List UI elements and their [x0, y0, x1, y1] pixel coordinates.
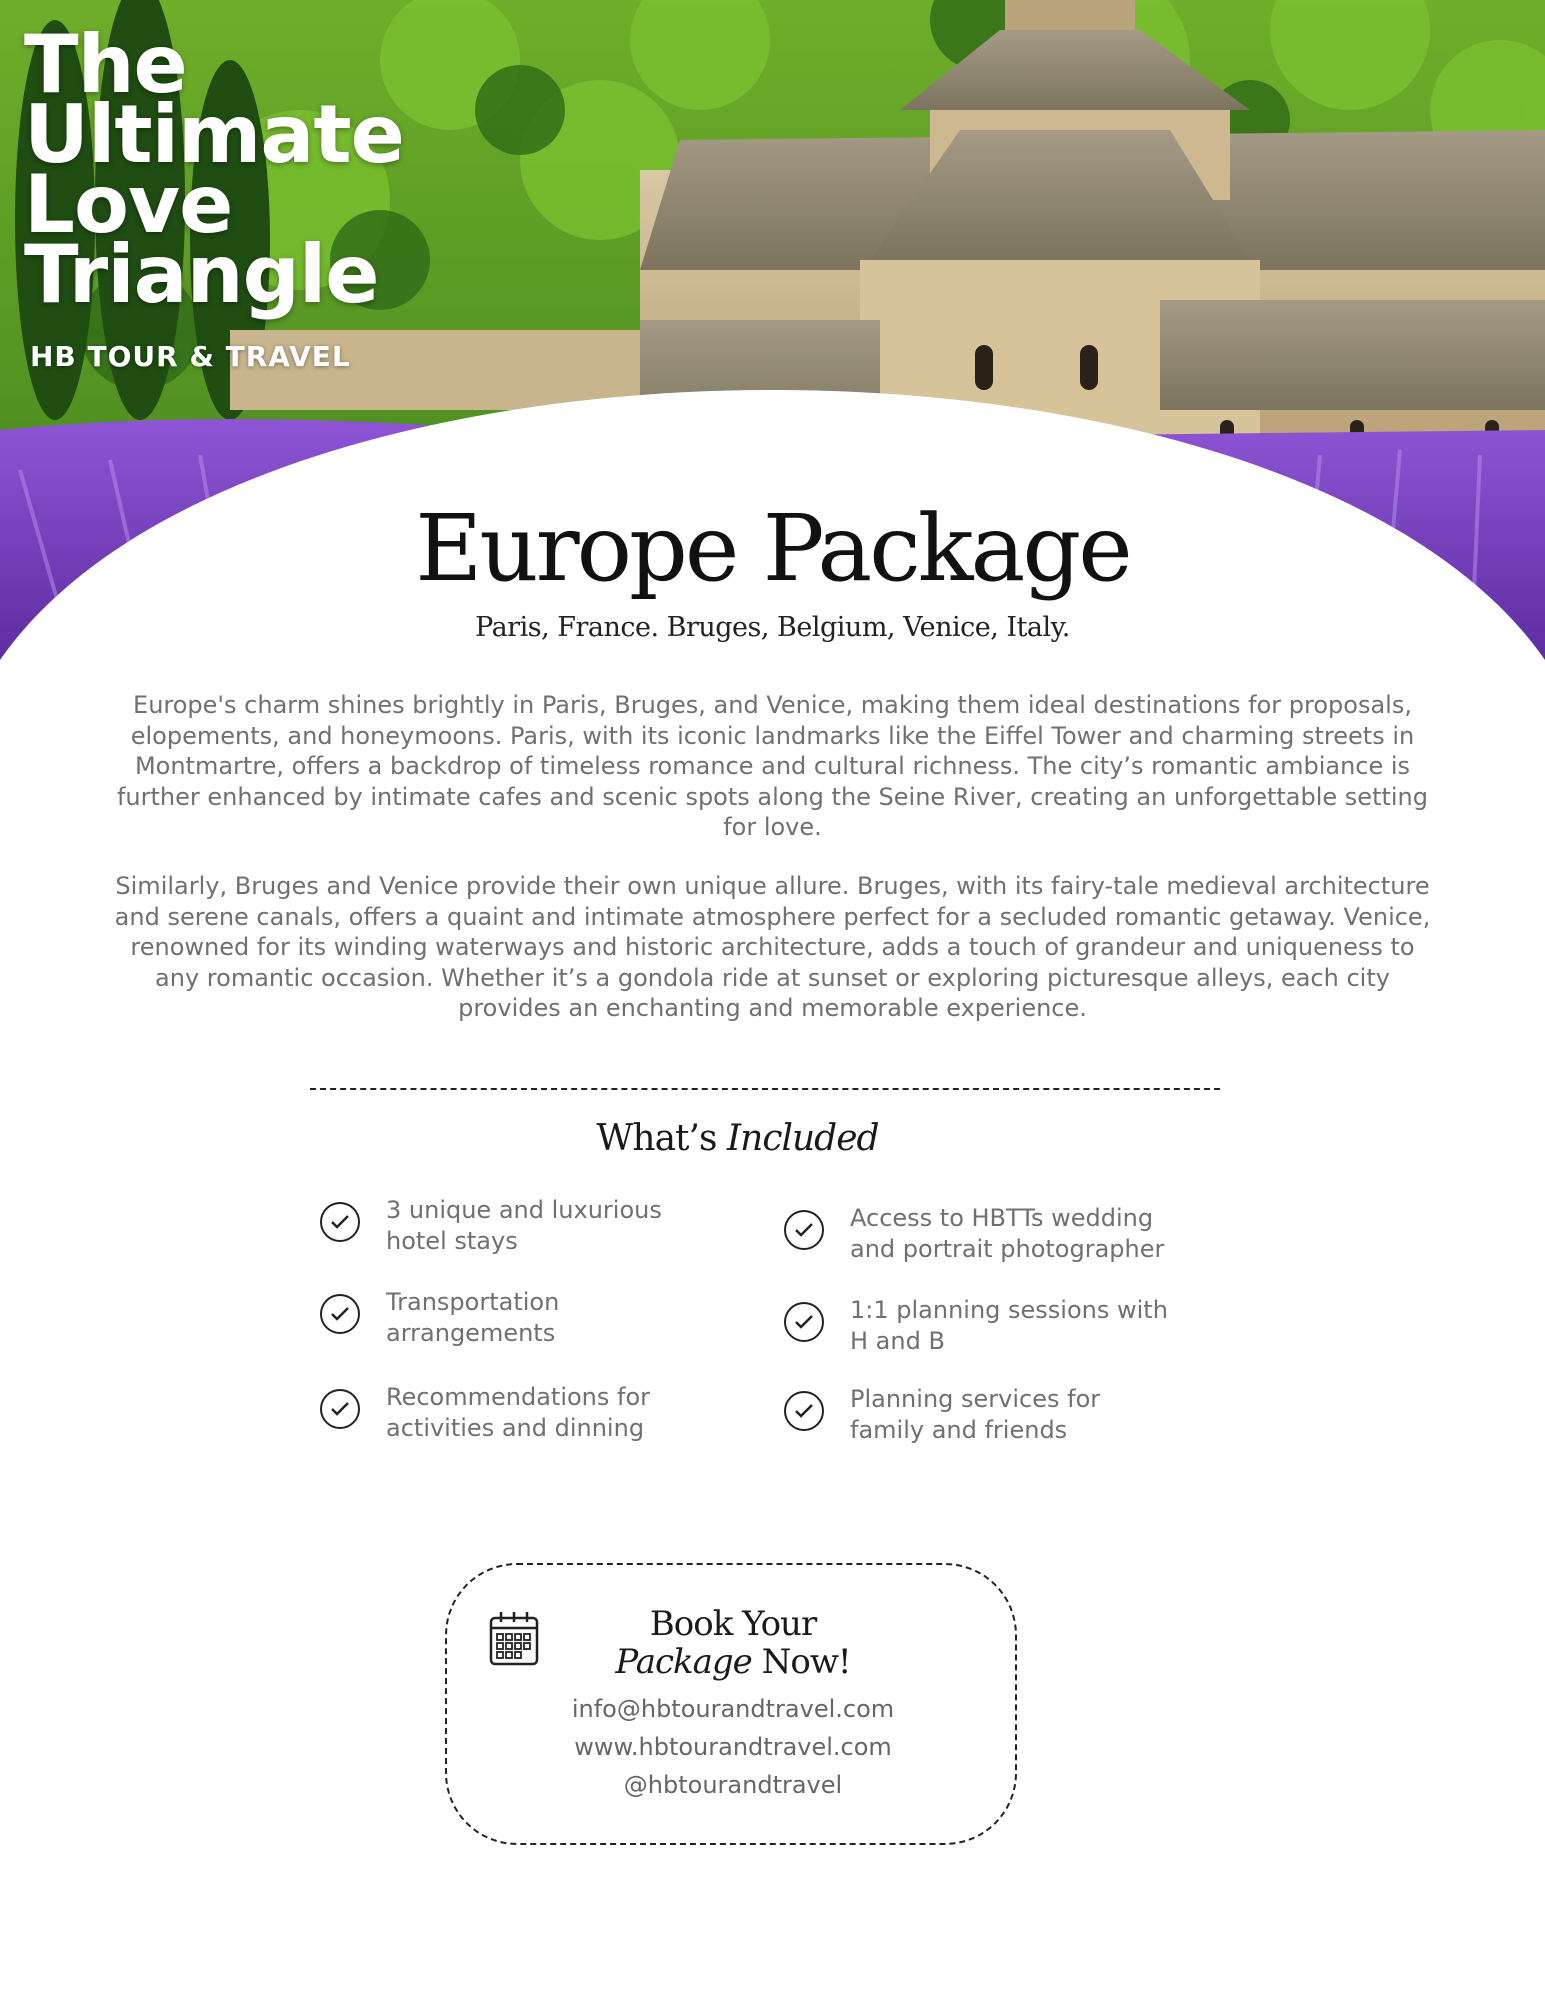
- destinations-subtitle: Paris, France. Bruges, Belgium, Venice, Italy.: [475, 612, 1070, 643]
- contact-website-link[interactable]: www.hbtourandtravel.com: [574, 1733, 892, 1761]
- booking-heading-line: Book Your: [649, 1604, 817, 1644]
- hero-title: [24, 18, 404, 321]
- included-heading: [0, 1118, 1475, 1159]
- included-item: [320, 1287, 700, 1351]
- brand-name: HB TOUR & TRAVEL: [30, 340, 351, 373]
- included-item: [784, 1295, 1168, 1359]
- hero-title-line: Triangle: [24, 228, 379, 321]
- description-paragraph: Similarly, Bruges and Venice provide their own unique allure. Bruges, with its fairy-tale medieval architecture and serene canals, offers a quaint and intimate atmosphere perfect for a secluded romantic getaway. Venice, renowned for its winding waterways and historic architecture, adds a touch of grandeur and uniqueness to any romantic occasion. Whether it’s a gondola ride at sunset or exploring picturesque alleys, each city provides an enchanting and memorable experience.: [114, 872, 1431, 1022]
- included-item: [784, 1384, 1164, 1448]
- check-circle-icon: [320, 1202, 360, 1242]
- included-heading-text: What’s: [596, 1118, 717, 1159]
- included-item-label: Transportation arrangements: [386, 1288, 560, 1347]
- contact-social-handle[interactable]: @hbtourandtravel: [623, 1771, 843, 1799]
- included-item: [784, 1203, 1164, 1267]
- included-item-label: 3 unique and luxurious hotel stays: [386, 1196, 662, 1255]
- check-circle-icon: [320, 1294, 360, 1334]
- hero-title-line: Love: [24, 158, 233, 251]
- booking-card: [445, 1563, 1017, 1845]
- check-circle-icon: [784, 1210, 824, 1250]
- check-circle-icon: [784, 1302, 824, 1342]
- booking-heading: [447, 1605, 1019, 1681]
- hero-title-line: The: [24, 18, 187, 111]
- description-paragraph: Europe's charm shines brightly in Paris, Bruges, and Venice, making them ideal destinations for proposals, elopements, and honeymoons. Paris, with its iconic landmarks like the Eiffel Tower and charming streets in Montmartre, offers a backdrop of timeless romance and cultural richness. The city’s romantic ambiance is further enhanced by intimate cafes and scenic spots along the Seine River, creating an unforgettable setting for love.: [116, 691, 1428, 841]
- booking-heading-line: [447, 1643, 1019, 1681]
- included-item-label: Planning services for family and friends: [850, 1385, 1101, 1444]
- booking-heading-end: Now!: [761, 1642, 851, 1682]
- booking-heading-italic: Package: [615, 1642, 752, 1682]
- hero-title-line: Ultimate: [24, 88, 404, 181]
- contact-email-link[interactable]: info@hbtourandtravel.com: [571, 1695, 895, 1723]
- check-circle-icon: [784, 1391, 824, 1431]
- included-item-label: 1:1 planning sessions with H and B: [850, 1296, 1168, 1355]
- included-heading-italic: Included: [726, 1118, 879, 1159]
- included-item-label: Access to HBTTs wedding and portrait photographer: [850, 1204, 1165, 1263]
- included-item-label: Recommendations for activities and dinning: [386, 1383, 651, 1442]
- page-title: Europe Package: [415, 495, 1130, 602]
- section-divider: [310, 1088, 1220, 1090]
- included-item: [320, 1195, 700, 1259]
- check-circle-icon: [320, 1389, 360, 1429]
- included-item: [320, 1382, 700, 1446]
